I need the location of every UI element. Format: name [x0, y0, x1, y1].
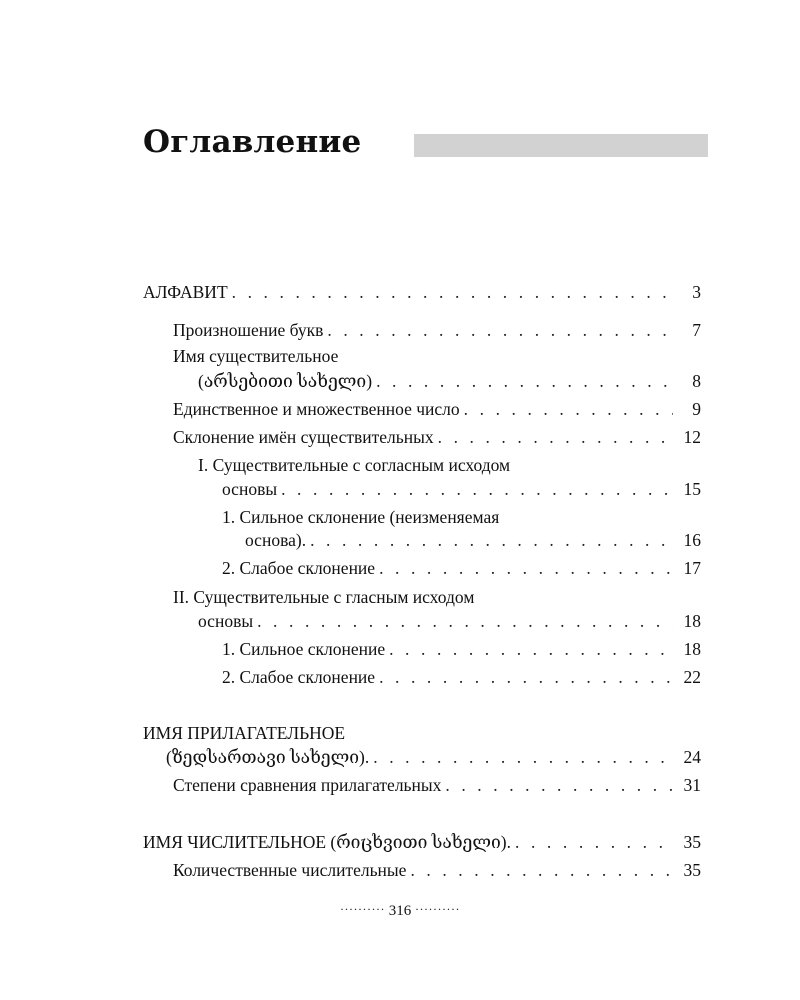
toc-entry-cardinal[interactable] [173, 859, 701, 881]
toc-leader-dots [257, 610, 673, 632]
toc-entry-adjective-line1[interactable]: ИМЯ ПРИЛАГАТЕЛЬНОЕ [143, 723, 346, 743]
toc-page-number: 7 [692, 320, 701, 340]
toc-page-number: 35 [683, 860, 701, 880]
title-decoration-bar [414, 134, 708, 157]
toc-label: 2. Слабое склонение [222, 558, 376, 578]
page-folio [0, 899, 800, 921]
toc-label: основы [198, 611, 254, 631]
toc-page-number: 17 [683, 558, 701, 578]
toc-label: 1. Сильное склонение [222, 639, 386, 659]
toc-page-number: 3 [692, 282, 701, 302]
folio-left-dots: ·········· [340, 902, 385, 916]
toc-label: (ზედსართავი სახელი). [166, 747, 370, 767]
toc-page-number: 9 [692, 399, 701, 419]
toc-page-number: 22 [683, 667, 701, 687]
toc-leader-dots [373, 746, 673, 768]
toc-entry-weak1[interactable] [222, 557, 701, 579]
toc-entry-adjective[interactable] [166, 746, 701, 768]
toc-label: Произношение букв [173, 320, 324, 340]
toc-entry-strong1[interactable] [245, 529, 701, 551]
toc-page-number: 18 [683, 611, 701, 631]
toc-leader-dots [376, 370, 673, 392]
toc-page-number: 31 [683, 775, 701, 795]
toc-entry-alphabet[interactable] [143, 281, 701, 303]
toc-leader-dots [281, 478, 673, 500]
toc-label: АЛФАВИТ [143, 282, 228, 302]
page-number: 316 [388, 903, 412, 919]
toc-entry-strong1-line1[interactable]: 1. Сильное склонение (неизменяемая [222, 507, 500, 527]
folio-right-dots: ·········· [415, 902, 460, 916]
toc-entry-vowel[interactable] [198, 610, 701, 632]
toc-leader-dots [445, 774, 673, 796]
toc-leader-dots [515, 831, 673, 853]
toc-entry-weak2[interactable] [222, 666, 701, 688]
toc-entry-consonant-line1[interactable]: I. Существительные с согласным исходом [198, 455, 511, 475]
toc-page-number: 24 [683, 747, 701, 767]
toc-leader-dots [232, 281, 673, 303]
toc-page-number: 12 [683, 427, 701, 447]
toc-entry-consonant[interactable] [222, 478, 701, 500]
toc-label: основа). [245, 530, 307, 550]
toc-label: 2. Слабое склонение [222, 667, 376, 687]
toc-page-number: 18 [683, 639, 701, 659]
toc-label: Количественные числительные [173, 860, 407, 880]
toc-entry-singular-plural[interactable] [173, 398, 701, 420]
toc-label: основы [222, 479, 278, 499]
toc-page-number: 16 [683, 530, 701, 550]
toc-leader-dots [410, 859, 673, 881]
page-title: Оглавление [143, 124, 362, 160]
toc-leader-dots [310, 529, 673, 551]
toc-page-number: 15 [683, 479, 701, 499]
toc-entry-numeral[interactable] [143, 831, 701, 853]
toc-entry-comparison[interactable] [173, 774, 701, 796]
toc-label: Единственное и множественное число [173, 399, 460, 419]
toc-entry-pronunciation[interactable] [173, 319, 701, 341]
toc-page-number: 35 [683, 832, 701, 852]
toc-label: Склонение имён существительных [173, 427, 434, 447]
toc-label: (არსებითი სახელი) [198, 371, 373, 391]
toc-leader-dots [379, 557, 673, 579]
toc-leader-dots [464, 398, 673, 420]
toc-entry-strong2[interactable] [222, 638, 701, 660]
toc-label: ИМЯ ЧИСЛИТЕЛЬНОЕ (რიცხვითი სახელი). [143, 832, 512, 852]
toc-entry-noun[interactable] [198, 370, 701, 392]
toc-leader-dots [379, 666, 673, 688]
toc-entry-noun-line1[interactable]: Имя существительное [173, 346, 339, 366]
toc-entry-declension[interactable] [173, 426, 701, 448]
toc-label: Степени сравнения прилагательных [173, 775, 442, 795]
toc-leader-dots [389, 638, 673, 660]
toc-leader-dots [438, 426, 673, 448]
toc-page-number: 8 [692, 371, 701, 391]
toc-entry-vowel-line1[interactable]: II. Существительные с гласным исходом [173, 587, 475, 607]
toc-leader-dots [327, 319, 673, 341]
